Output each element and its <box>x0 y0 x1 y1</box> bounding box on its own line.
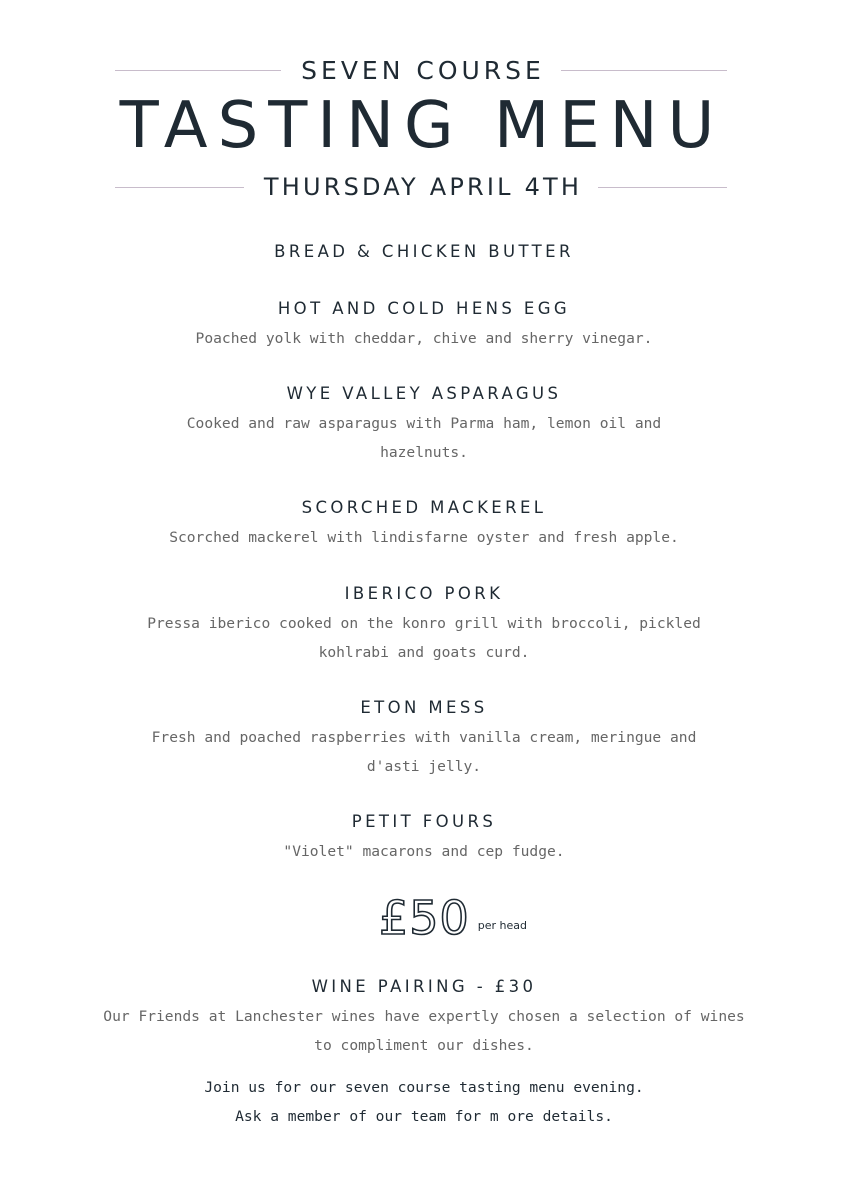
wine-description-line: to compliment our dishes. <box>314 1037 534 1054</box>
wine-description-line: Our Friends at Lanchester wines have expertly chosen a selection of wines <box>103 1008 745 1025</box>
course-description-line: Pressa iberico cooked on the konro grill with broccoli, pickled <box>147 615 701 632</box>
divider-right <box>598 187 727 188</box>
date-row <box>115 169 727 205</box>
price-unit: per head <box>477 919 528 932</box>
menu-title: TASTING MENU <box>119 89 725 163</box>
wine-pairing-title: WINE PAIRING - £30 <box>311 977 537 996</box>
course-title: ETON MESS <box>360 698 488 717</box>
divider-left <box>115 70 281 71</box>
wine-pairing-description <box>0 1002 848 1060</box>
course-description-line: Cooked and raw asparagus with Parma ham, lemon oil and <box>186 415 662 432</box>
kicker-row <box>115 52 727 88</box>
course-title: IBERICO PORK <box>344 584 504 603</box>
course-description <box>0 723 848 781</box>
course-description-line: Fresh and poached raspberries with vanilla cream, meringue and <box>151 729 697 746</box>
course-description <box>0 837 848 866</box>
course-description-line: hazelnuts. <box>380 444 468 461</box>
menu-kicker: SEVEN COURSE <box>301 55 545 85</box>
course-description-line: d'asti jelly. <box>366 758 482 775</box>
course-title: WYE VALLEY ASPARAGUS <box>286 384 562 403</box>
divider-right <box>561 70 727 71</box>
course-description-line: kohlrabi and goats curd. <box>318 644 530 661</box>
course-description <box>0 609 848 667</box>
course-description <box>0 409 848 467</box>
course-description-line: Poached yolk with cheddar, chive and sherry vinegar. <box>195 330 653 347</box>
course-description-line: "Violet" macarons and cep fudge. <box>283 843 565 860</box>
price-block <box>0 892 848 944</box>
course-title: BREAD & CHICKEN BUTTER <box>274 242 574 261</box>
footer-invite: Join us for our seven course tasting menu evening. <box>204 1079 644 1096</box>
course-title: PETIT FOURS <box>351 812 497 831</box>
divider-left <box>115 187 244 188</box>
course-description-line: Scorched mackerel with lindisfarne oyster and fresh apple. <box>169 529 679 546</box>
footer-details: Ask a member of our team for m ore details. <box>235 1108 613 1125</box>
price-amount: £50 <box>378 891 470 945</box>
course-title: SCORCHED MACKEREL <box>301 498 547 517</box>
course-description <box>0 523 848 552</box>
menu-date: THURSDAY APRIL 4TH <box>263 173 583 201</box>
course-title: HOT AND COLD HENS EGG <box>277 299 571 318</box>
course-description <box>0 324 848 353</box>
